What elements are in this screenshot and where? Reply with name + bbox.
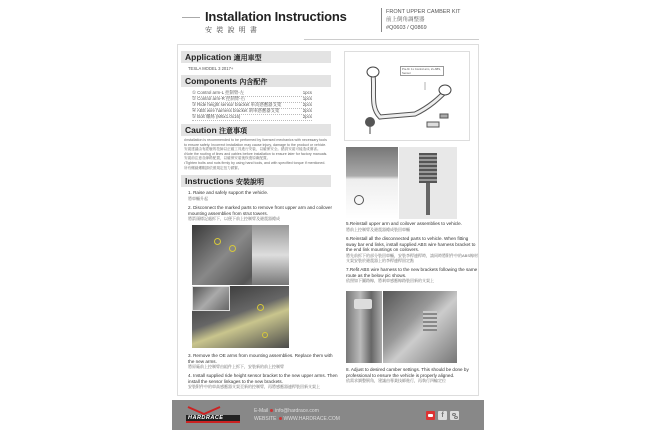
step-text: 3. Remove the OE arms from mounting assemblies. Replace them with the new arms. (188, 353, 333, 364)
footer (172, 400, 484, 430)
component-qty: 2pcs (302, 114, 312, 119)
header-rule-left (182, 17, 200, 18)
caution-line: 所有螺絲螺帽請依照規定扭力鎖緊。 (184, 165, 242, 170)
product-name-cn: 前上倒角調整器 (386, 17, 425, 23)
marker-circle-icon (229, 245, 236, 252)
component-name (192, 90, 244, 96)
step-7 (346, 267, 478, 284)
step-text: 7.Refit ABS wire harness to the new brackets following the same route as the below pic shows. (346, 267, 478, 278)
step-1 (188, 190, 338, 201)
part-numbers: #Q0603 / Q0869 (386, 25, 427, 31)
step-text: 1. Raise and safely support the vehicle. (188, 190, 269, 195)
instructions-heading (181, 175, 331, 187)
product-name: FRONT UPPER CAMBER KIT (386, 9, 461, 15)
caution-heading (181, 124, 331, 136)
component-label: ABS wire harness bracket 剎車感應器支架 (196, 108, 280, 113)
website-label: WEBSITE (254, 416, 277, 422)
page-title: Installation Instructions (205, 9, 347, 24)
component-number: ③ (192, 102, 196, 107)
component-label: Ride height sensor bracket 車高感應器支架 (197, 102, 282, 107)
photo-strut-tower-1 (192, 225, 289, 285)
photo-strut-tower-2 (192, 286, 289, 348)
photo-abs-routing-2 (383, 291, 457, 363)
components-heading (181, 75, 331, 87)
application-heading-cn: 適用車型 (233, 53, 262, 62)
logo-text: HARDRACE (188, 414, 224, 421)
component-qty: 1pcs (302, 96, 312, 101)
email-label: E-Mail (254, 408, 269, 414)
instructions-heading-en: Instructions (185, 176, 234, 186)
control-arm-diagram (344, 51, 470, 141)
hardrace-logo (184, 406, 242, 424)
component-qty: 2pcs (302, 108, 312, 113)
step-8 (346, 367, 478, 384)
content-card (177, 44, 479, 396)
caution-line: •Tighten bolts and nuts firmly by using hand tools, and with specified torque if mentioned. (184, 160, 326, 165)
step-4 (188, 373, 343, 390)
step-5 (346, 221, 478, 232)
component-name (192, 102, 281, 108)
photo-arm-assembly (346, 147, 398, 219)
step-text-cn: 依照如下圖路線，將剎車感應線路裝回新的支架上 (346, 278, 434, 284)
caution-line: 安裝建議由有經驗的技師以正確工具進行安裝，以確保安全。錯誤安裝可能造成傷害。 (184, 147, 321, 152)
components-heading-en: Components (185, 76, 237, 86)
step-6 (346, 236, 478, 264)
facebook-icon[interactable]: f (438, 411, 447, 420)
caution-line: to ensure safety. Incorrect installation may cause injury, damage to the product or vehicle. (184, 142, 327, 147)
header-rule (304, 39, 479, 40)
marker-circle-icon (262, 332, 268, 338)
caution-line: •Note the routing of lines and cables before installation to ensure later for factory manuals. (184, 151, 328, 156)
diagram-callout: Pre-fit: 1x Control arm, 2x ABS, Sensor (400, 66, 444, 76)
step-text-cn: 將箭頭標記處拆下，以便下前上控制臂及避震器總成 (188, 216, 280, 222)
component-qty: 1pcs (302, 90, 312, 95)
page-title-cn: 安 裝 說 明 書 (205, 26, 258, 34)
step-2 (188, 205, 343, 222)
component-label: Control arm-R 控制臂-右 (197, 96, 245, 101)
step-text: 6.Reinstall all the disconnected parts to vehicle. When fitting sway bar end links, install supplied ABS wire harness bracket to the end link mountings on coilovers. (346, 236, 476, 253)
component-label: Bolt 螺絲 (M6x1.0x16) (197, 114, 241, 119)
youtube-icon[interactable] (426, 411, 435, 420)
application-heading-en: Application (185, 52, 232, 62)
wechat-icon[interactable] (450, 411, 459, 420)
marker-circle-icon (214, 238, 221, 245)
component-label: Control arm-L 控制臂-左 (197, 90, 245, 95)
step-text: 8. Adjust to desired camber settings. This should be done by professional to ensure the vehicle is properly aligned. (346, 367, 469, 378)
component-number: ① (192, 90, 196, 95)
component-name (192, 96, 245, 102)
component-number: ② (192, 96, 196, 101)
step-text-cn: 將原廠前上控制臂由組件上拆下，安裝新的前上控制臂 (188, 364, 284, 370)
step-text: 2. Disconnect the marked parts to remove front upper arm and coilover mounting assemblies from strut towers. (188, 205, 333, 216)
component-number: ⑤ (192, 114, 196, 119)
caution-text (184, 138, 344, 170)
website-row (254, 415, 340, 423)
step-text: 5.Reinstall upper arm and coilover assemblies to vehicle. (346, 221, 462, 226)
product-info (381, 8, 460, 32)
photo-abs-routing-1 (346, 291, 382, 363)
caution-line: •Installation is recommended to be performed by licensed mechanics with necessary tools (184, 138, 327, 142)
email-row (254, 407, 340, 415)
caution-line: 安裝前注意各線路配置，以確保安裝後恢復原廠配置。 (184, 156, 271, 161)
bullet-icon (279, 417, 282, 420)
marker-circle-icon (257, 304, 264, 311)
caution-heading-cn: 注意事項 (219, 126, 248, 135)
component-qty: 2pcs (302, 102, 312, 107)
caution-heading-en: Caution (185, 125, 217, 135)
step-text-cn: 將車輛升起 (188, 195, 208, 201)
email-link[interactable]: info@hardrace.com (275, 408, 319, 414)
website-link[interactable]: WWW.HARDRACE.COM (283, 416, 340, 422)
step-text-cn: 依需求調整倒角，建議由專業技師進行，再執行四輪定位 (346, 378, 446, 384)
component-number: ④ (192, 108, 196, 113)
component-name (192, 108, 279, 114)
instruction-sheet (172, 0, 484, 430)
vehicle-text: TESLA MODEL 3 2017+ (188, 66, 234, 71)
instructions-heading-cn: 安裝說明 (236, 177, 265, 186)
components-heading-cn: 內含配件 (239, 77, 268, 86)
component-item (192, 114, 312, 121)
photo-coilover (399, 147, 457, 219)
bullet-icon (270, 409, 273, 412)
step-text-cn: 安裝附件中的車高感應器支架至新的控制臂，再將感應器連桿裝回新支架上 (188, 384, 320, 390)
step-text: 4. Install supplied ride height sensor bracket to the new upper arms. Then install the sensor linkages to the new brackets. (188, 373, 338, 384)
contact-info (254, 407, 340, 423)
step-text-cn: 將前上控制臂及避震器總成裝回車輛 (346, 226, 410, 232)
step-text-cn: 將先前拆下的部分裝回車輛，安裝李桿連桿時，請同時將附件中的ABS線材支架安裝於避震器上的李桿連桿固定點 (346, 252, 479, 264)
step-3 (188, 353, 338, 370)
component-name (192, 114, 240, 120)
application-heading (181, 51, 331, 63)
